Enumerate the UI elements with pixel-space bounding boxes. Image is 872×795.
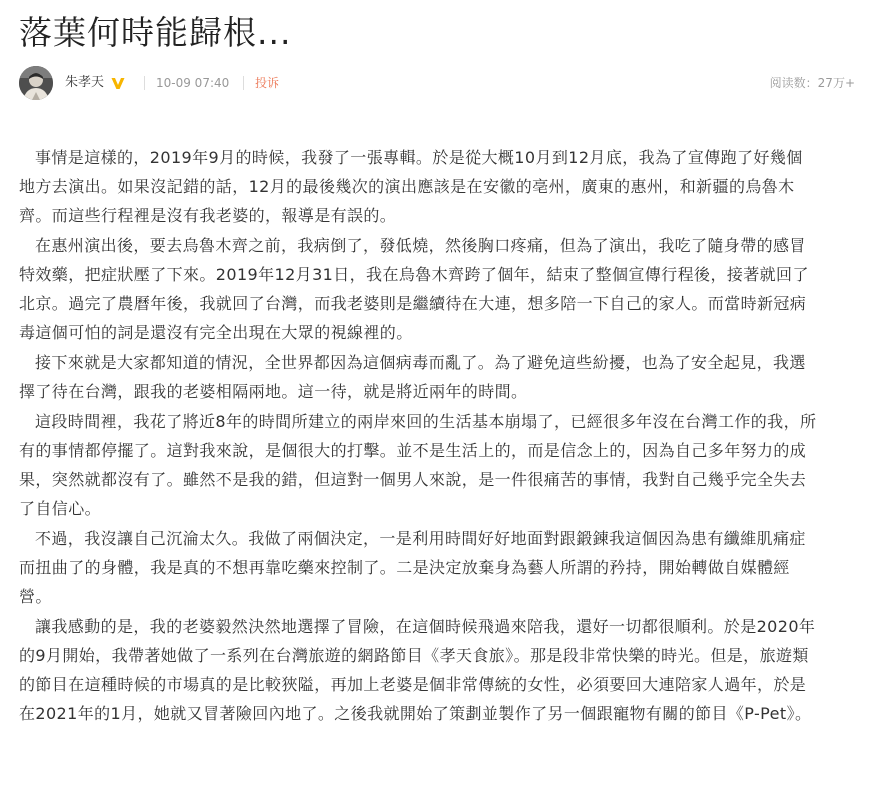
article-paragraph: 接下來就是大家都知道的情況，全世界都因為這個病毒而亂了。為了避免這些紛擾，也為了安全起見，我選擇了待在台灣，跟我的老婆相隔兩地。這一待，就是將近兩年的時間。 xyxy=(19,353,806,401)
article-paragraph: 不過，我沒讓自己沉淪太久。我做了兩個決定，一是利用時間好好地面對跟鍛鍊我這個因為患有纖維肌痛症而扭曲了的身體，我是真的不想再靠吃藥來控制了。二是決定放棄身為藝人所謂的矜持，開始轉做自媒體經營。 xyxy=(19,529,806,606)
read-count: 阅读数：27万+ xyxy=(769,76,855,90)
article-paragraph: 這段時間裡，我花了將近8年的時間所建立的兩岸來回的生活基本崩塌了，已經很多年沒在台灣工作的我，所有的事情都停擺了。這對我來說，是個很大的打擊。並不是生活上的，而是信念上的，因為自己多年努力的成果，突然就都沒有了。雖然不是我的錯，但這對一個男人來說，是一件很痛苦的事情，我對自己幾乎完全失去了自信心。 xyxy=(19,412,817,518)
article-meta-bar xyxy=(19,66,855,100)
author-avatar[interactable] xyxy=(19,66,53,100)
user-avatar-icon xyxy=(19,66,53,100)
post-time: 10-09 07:40 xyxy=(156,76,230,90)
article-paragraph: 事情是這樣的，2019年9月的時候，我發了一張專輯。於是從大概10月到12月底，我為了宣傳跑了好幾個地方去演出。如果沒記錯的話，12月的最後幾次的演出應該是在安徽的亳州，廣東的惠州，和新疆的烏魯木齊。而這些行程裡是沒有我老婆的，報導是有誤的。 xyxy=(19,148,803,225)
report-link[interactable]: 投诉 xyxy=(255,76,280,90)
author-name[interactable]: 朱孝天 xyxy=(65,75,105,90)
article-body xyxy=(19,143,819,729)
meta-divider xyxy=(243,76,244,90)
vip-v-badge-icon xyxy=(110,75,126,91)
article-paragraph: 在惠州演出後，要去烏魯木齊之前，我病倒了，發低燒，然後胸口疼痛，但為了演出，我吃了隨身帶的感冒特效藥，把症狀壓了下來。2019年12月31日，我在烏魯木齊跨了個年，結束了整個宣傳行程後，接著就回了北京。過完了農曆年後，我就回了台灣，而我老婆則是繼續待在大連，想多陪一下自己的家人。而當時新冠病毒這個可怕的詞是還沒有完全出現在大眾的視線裡的。 xyxy=(19,236,809,342)
meta-divider xyxy=(144,76,145,90)
article-title: 落葉何時能歸根... xyxy=(19,13,292,52)
article-paragraph: 讓我感動的是，我的老婆毅然決然地選擇了冒險，在這個時候飛過來陪我，還好一切都很順利。於是2020年的9月開始，我帶著她做了一系列在台灣旅遊的網路節目《孝天食旅》。那是段非常快樂的時光。但是，旅遊類的節目在這種時候的市場真的是比較狹隘，再加上老婆是個非常傳統的女性，必須要回大連陪家人過年，於是在2021年的1月，她就又冒著險回內地了。之後我就開始了策劃並製作了另一個跟寵物有關的節目《P-Pet》。 xyxy=(19,617,816,723)
